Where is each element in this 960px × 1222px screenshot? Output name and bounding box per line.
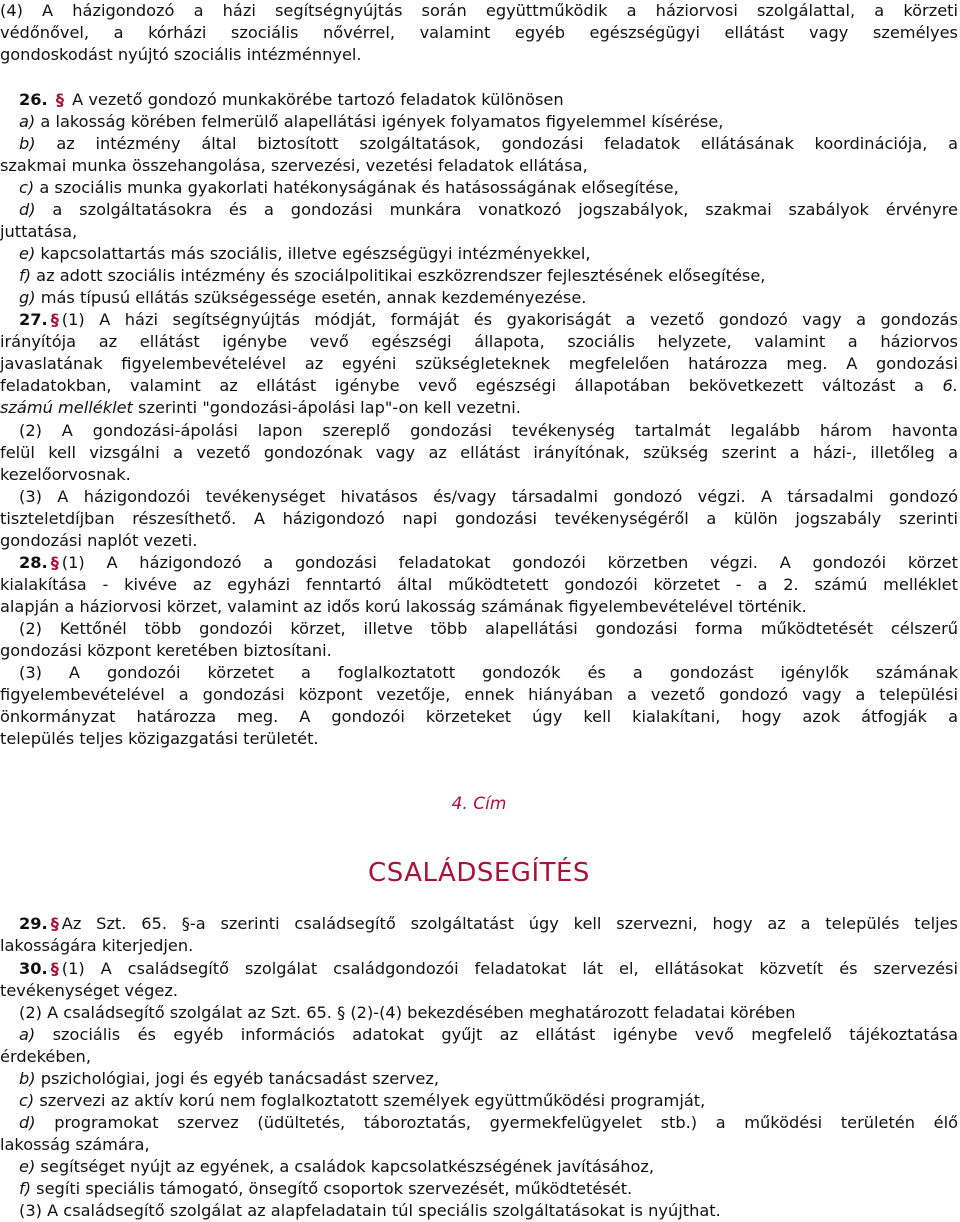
list-item: g) más típusú ellátás szükségessége esetén, annak kezdeményezése. <box>19 288 587 307</box>
text-line: szakmai munka összehangolása, szervezési, vezetési feladatok ellátása, <box>0 156 588 175</box>
list-item: d) a szolgáltatásokra és a gondozási munkára vonatkozó jogszabályok, szakmai szabályok érvényre <box>19 200 958 219</box>
list-item: f) az adott szociális intézmény és szociálpolitikai eszközrendszer fejlesztésének elősegítése, <box>19 266 766 285</box>
chapter-title: CSALÁDSEGÍTÉS <box>368 858 590 888</box>
text-line: kezelőorvosnak. <box>0 465 131 484</box>
section-sign-icon[interactable]: § <box>50 914 59 933</box>
text-line: lakosság számára, <box>0 1135 150 1154</box>
text-line: juttatása, <box>0 222 78 241</box>
text-line: lakosságára kiterjedjen. <box>0 936 194 955</box>
text-line: figyelembevételével a gondozási központ vezetője, ennek hiányában a vezető gondozó vagy a települési <box>0 685 958 704</box>
text-line: (2) Kettőnél több gondozói körzet, illetve több alapellátási gondozási forma működtetését célszerű <box>19 619 958 638</box>
text-line: irányítója az ellátást igénybe vevő egészségi állapota, szociális helyzete, valamint a háziorvos <box>0 332 958 351</box>
text-line: tiszteletdíjban részesíthető. A házigondozó napi gondozási tevékenységéről a külön jogszabály szerinti <box>0 509 958 528</box>
text-line: védőnővel, a kórházi szociális nővérrel, valamint egyéb egészségügyi ellátást vagy személyes <box>0 23 958 42</box>
section-sign-icon[interactable]: § <box>50 553 59 572</box>
text-line: alapján a háziorvosi körzet, valamint az idős korú lakosság számának figyelembevételével történik. <box>0 597 807 616</box>
text-line: (2) A családsegítő szolgálat az Szt. 65. § (2)-(4) bekezdésében meghatározott feladatai körében <box>19 1003 796 1022</box>
section-number: 27. <box>19 310 48 329</box>
list-item: c) szervezi az aktív korú nem foglalkoztatott személyek együttműködési programját, <box>19 1091 706 1110</box>
text-line: érdekében, <box>0 1047 91 1066</box>
text-line: számú melléklet szerinti "gondozási-ápolási lap"-on kell vezetni. <box>0 398 521 417</box>
section-lead: A vezető gondozó munkakörébe tartozó feladatok különösen <box>72 90 564 109</box>
section-number: 26. <box>19 90 48 109</box>
list-item: d) programokat szervez (üdültetés, táboroztatás, gyermekfelügyelet stb.) a működési területén élő <box>19 1113 958 1132</box>
section-29-heading: 29. § Az Szt. 65. §-a szerinti családsegítő szolgáltatást úgy kell szervezni, hogy az a település teljes <box>19 914 958 933</box>
text-line: kialakítása - kivéve az egyházi fenntartó által működtetett gondozói körzetet - a 2. számú melléklet <box>0 575 958 594</box>
section-sign-icon[interactable]: § <box>55 90 64 109</box>
section-sign-icon[interactable]: § <box>50 310 59 329</box>
text-line: (3) A házigondozói tevékenységet hivatásos és/vagy társadalmi gondozó végzi. A társadalmi gondozó <box>19 487 958 506</box>
section-28-heading: 28. § (1) A házigondozó a gondozási feladatokat gondozói körzetben végzi. A gondozói körzet <box>19 553 958 572</box>
list-item: e) kapcsolattartás más szociális, illetve egészségügyi intézményekkel, <box>19 244 591 263</box>
text-line: gondozási központ keretében biztosítani. <box>0 641 332 660</box>
section-sign-icon[interactable]: § <box>50 959 59 978</box>
section-27-heading: 27. § (1) A házi segítségnyújtás módját, formáját és gyakoriságát a vezető gondozó vagy a gondozás <box>19 310 958 329</box>
section-number: 29. <box>19 914 48 933</box>
list-item: e) segítséget nyújt az egyének, a családok kapcsolatkészségének javításához, <box>19 1157 655 1176</box>
section-number: 28. <box>19 553 48 572</box>
section-number: 30. <box>19 959 48 978</box>
text-line: (4) A házigondozó a házi segítségnyújtás során együttműködik a háziorvosi szolgálattal, a körzeti <box>0 1 958 20</box>
list-item: a) a lakosság körében felmerülő alapellátási igények folyamatos figyelemmel kísérése, <box>19 112 724 131</box>
text-line: feladatokban, valamint az ellátást igénybe vevő egészségi állapotában bekövetkezett változást a 6. <box>0 376 958 395</box>
section-30-heading: 30. § (1) A családsegítő szolgálat családgondozói feladatokat lát el, ellátásokat közvetít és szervezési <box>19 959 958 978</box>
list-item: f) segíti speciális támogató, önsegítő csoportok szervezését, működtetését. <box>19 1179 633 1198</box>
list-item: b) az intézmény által biztosított szolgáltatások, gondozási feladatok ellátásának koordinációja, a <box>19 134 958 153</box>
text-line: felül kell vizsgálni a vezető gondozónak vagy az ellátást irányítónak, szükség szerint a házi-, illetőleg a <box>0 443 958 462</box>
list-item: b) pszichológiai, jogi és egyéb tanácsadást szervez, <box>19 1069 439 1088</box>
text-line: (3) A gondozói körzetet a foglalkoztatott gondozók és a gondozást igénylők számának <box>19 663 958 682</box>
chapter-label: 4. Cím <box>451 794 507 814</box>
text-line: gondoskodást nyújtó szociális intézménnyel. <box>0 45 362 64</box>
list-item: c) a szociális munka gyakorlati hatékonyságának és hatásosságának elősegítése, <box>19 178 679 197</box>
text-line: önkormányzat határozza meg. A gondozói körzeteket úgy kell kialakítani, hogy azok átfogják a <box>0 707 958 726</box>
list-item: a) szociális és egyéb információs adatokat gyűjt az ellátást igénybe vevő megfelelő tájékoztatása <box>19 1025 958 1044</box>
text-line: település teljes közigazgatási területét. <box>0 729 319 748</box>
section-26-heading <box>19 89 564 111</box>
text-line: (3) A családsegítő szolgálat az alapfeladatain túl speciális szolgáltatásokat is nyújthat. <box>19 1201 721 1220</box>
text-line: tevékenységet végez. <box>0 981 178 1000</box>
text-line: javaslatának figyelembevételével az egyéni szükségleteknek megfelelően határozza meg. A gondozási <box>0 354 958 373</box>
text-line: gondozási naplót vezeti. <box>0 531 198 550</box>
text-line: (2) A gondozási-ápolási lapon szereplő gondozási tevékenység tartalmát legalább három havonta <box>19 421 958 440</box>
